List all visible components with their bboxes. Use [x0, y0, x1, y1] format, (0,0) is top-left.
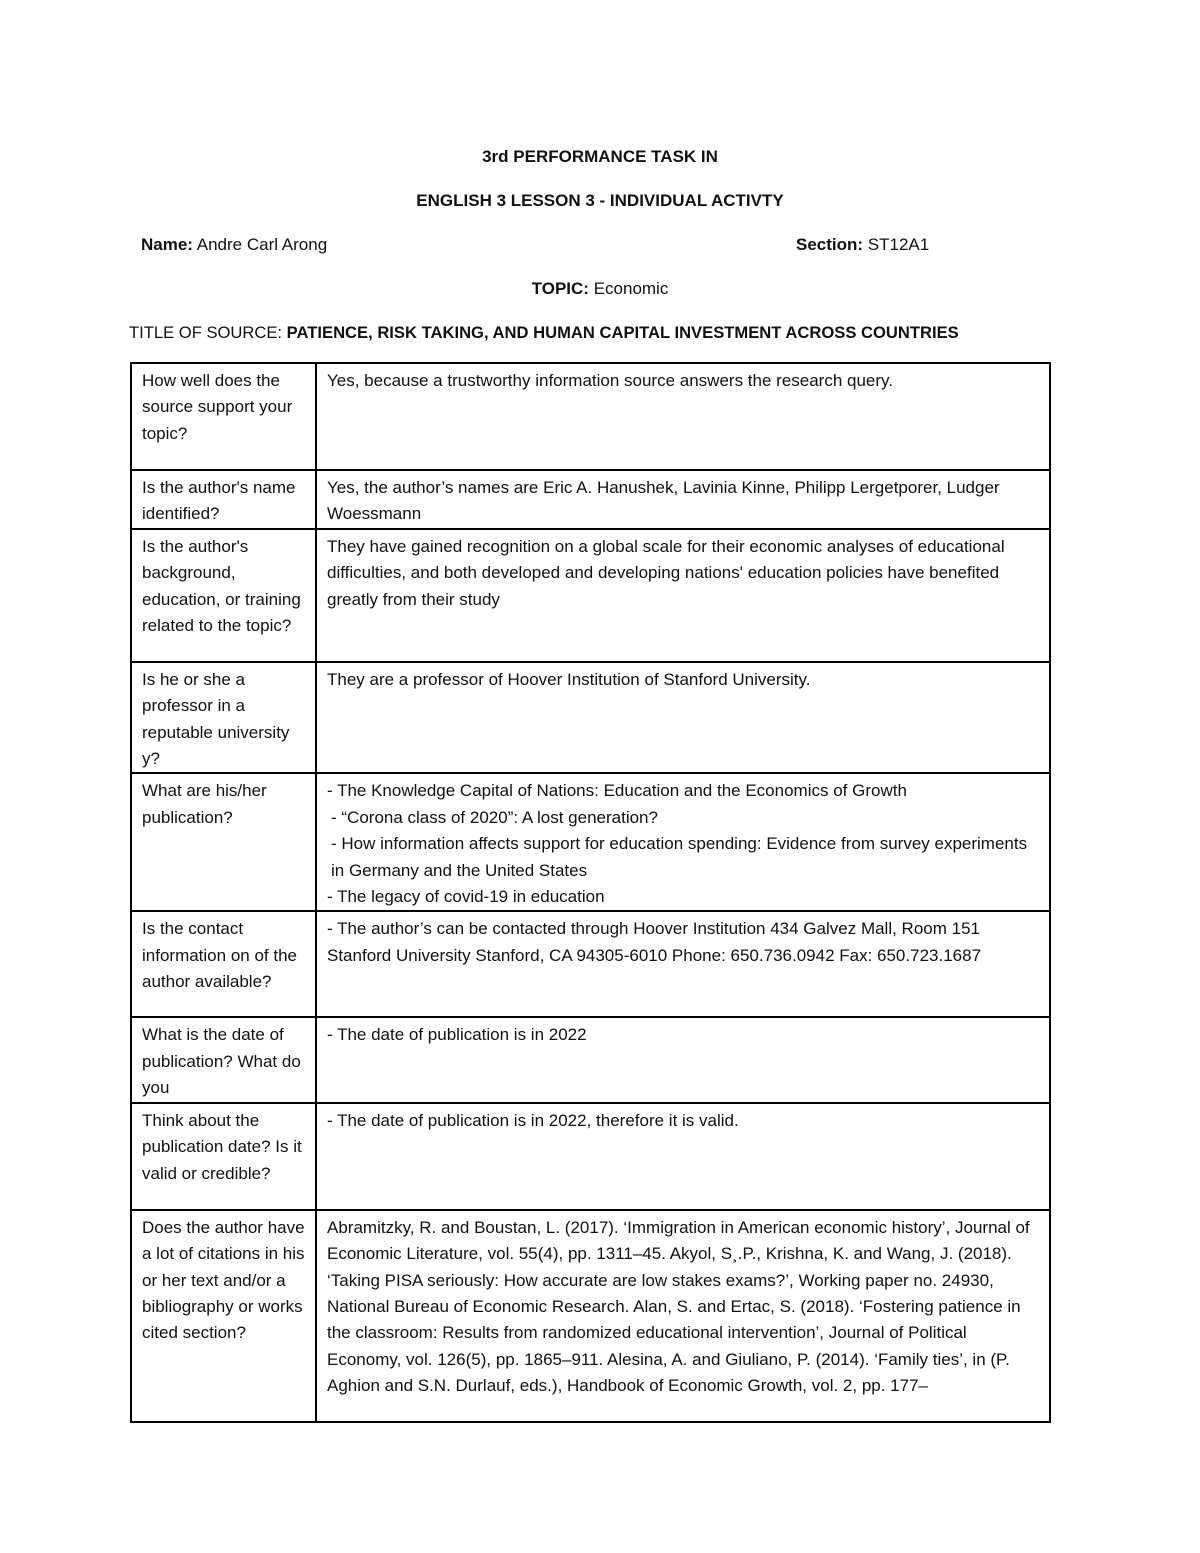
topic-line	[0, 278, 1200, 300]
answer-text: Yes, because a trustworthy information source answers the research query.	[327, 371, 894, 390]
source-title-line	[129, 322, 959, 344]
source-title: PATIENCE, RISK TAKING, AND HUMAN CAPITAL INVESTMENT ACROSS COUNTRIES	[286, 323, 959, 342]
answer-text: They have gained recognition on a global scale for their economic analyses of educational difficulties, and both developed and developing nations' education policies have benefited greatly from their study	[327, 536, 1005, 609]
answer-cell	[316, 529, 1050, 662]
name-line	[141, 234, 327, 256]
publication-item: - The Knowledge Capital of Nations: Education and the Economics of Growth	[327, 781, 907, 801]
question-cell: Is he or she a professor in a reputable university y?	[131, 662, 316, 774]
section-label: Section:	[796, 235, 864, 254]
section-line	[796, 234, 929, 256]
question-cell: Is the author's background, education, or training related to the topic?	[131, 529, 316, 662]
question-cell: Is the author's name identified?	[131, 470, 316, 529]
answer-text: They are a professor of Hoover Institution of Stanford University.	[327, 669, 811, 689]
answer-text: - The date of publication is in 2022	[327, 1025, 587, 1045]
table-row	[131, 773, 1050, 911]
publication-item: - How information affects support for education spending: Evidence from survey experiments in Germany and the United States	[331, 834, 1028, 880]
name-label: Name:	[141, 235, 193, 254]
document-subtitle: ENGLISH 3 LESSON 3 - INDIVIDUAL ACTIVTY	[416, 191, 784, 210]
question-cell: Is the contact information on of the author available?	[131, 911, 316, 1017]
table-row	[131, 529, 1050, 662]
table-row	[131, 470, 1050, 529]
section-value: ST12A1	[863, 235, 930, 254]
publication-item: - The legacy of covid-19 in education	[327, 887, 605, 907]
answer-text: Yes, the author’s names are Eric A. Hanushek, Lavinia Kinne, Philipp Lergetporer, Ludger Woessmann	[327, 478, 1000, 524]
question-cell: Think about the publication date? Is it valid or credible?	[131, 1103, 316, 1210]
evaluation-table	[130, 362, 1051, 1423]
answer-text: - The date of publication is in 2022, therefore it is valid.	[327, 1110, 739, 1130]
table-row	[131, 1210, 1050, 1422]
source-label: TITLE OF SOURCE:	[129, 323, 287, 342]
answer-cell	[316, 911, 1050, 1017]
answer-cell	[316, 1017, 1050, 1102]
answer-cell	[316, 470, 1050, 529]
question-cell: What are his/her publication?	[131, 773, 316, 911]
topic-label: TOPIC:	[531, 279, 589, 298]
question-cell: What is the date of publication? What do you	[131, 1017, 316, 1102]
publication-item: - “Corona class of 2020”: A lost generation?	[331, 807, 658, 827]
table-row	[131, 1103, 1050, 1210]
question-cell: Does the author have a lot of citations in his or her text and/or a bibliography or works cited section?	[131, 1210, 316, 1422]
table-row	[131, 363, 1050, 470]
answer-cell	[316, 363, 1050, 470]
document-title: 3rd PERFORMANCE TASK IN	[482, 147, 718, 166]
answer-text: - The author’s can be contacted through Hoover Institution 434 Galvez Mall, Room 151 Stanford University Stanford, CA 94305-6010 Phone: 650.736.0942 Fax: 650.723.1687	[327, 919, 982, 965]
name-value: Andre Carl Arong	[192, 235, 328, 254]
answer-cell	[316, 773, 1050, 911]
answer-cell	[316, 1210, 1050, 1422]
answer-cell	[316, 1103, 1050, 1210]
table-row	[131, 662, 1050, 774]
table-row	[131, 1017, 1050, 1102]
answer-cell	[316, 662, 1050, 774]
topic-value: Economic	[588, 279, 669, 298]
citation-text: Abramitzky, R. and Boustan, L. (2017). ‘Immigration in American economic history’, Journal of Economic Literature, vol. 55(4), pp. 1311–45. Akyol, S¸.P., Krishna, K. and Wang, J. (2018). ‘Taking PISA seriously: How accurate are low stakes exams?’, Working paper no. 24930, National Bureau of Economic Research. Alan, S. and Ertac, S. (2018). ‘Fostering patience in the classroom: Results from randomized educational intervention’, Journal of Political Economy, vol. 126(5), pp. 1865–911. Alesina, A. and Giuliano, P. (2014). ‘Family ties’, in (P. Aghion and S.N. Durlauf, eds.), Handbook of Economic Growth, vol. 2, pp. 177–	[327, 1217, 1030, 1396]
question-cell: How well does the source support your topic?	[131, 363, 316, 470]
table-row	[131, 911, 1050, 1017]
